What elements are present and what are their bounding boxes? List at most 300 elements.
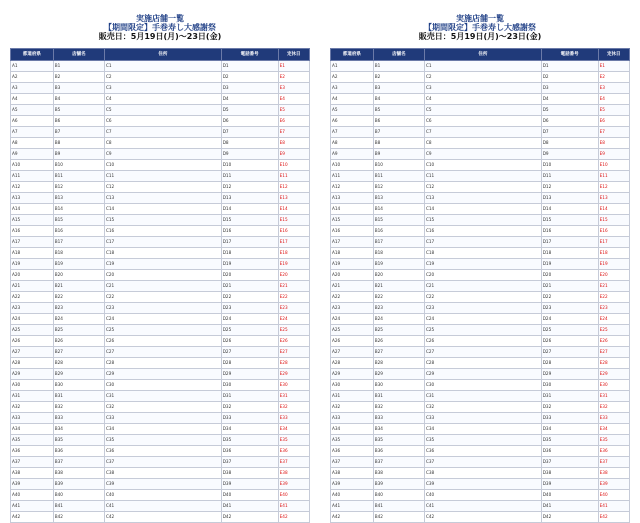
right-subtitle: 【期間限定】手巻寿し大感謝祭 xyxy=(424,23,536,33)
cell-pref: A22 xyxy=(11,291,54,302)
cell-phone: D16 xyxy=(541,225,598,236)
cell-phone: D17 xyxy=(541,236,598,247)
cell-phone: D18 xyxy=(541,247,598,258)
cell-pref: A11 xyxy=(331,170,374,181)
table-row xyxy=(331,82,630,93)
cell-store: B1 xyxy=(373,60,424,71)
cell-phone: D24 xyxy=(221,313,278,324)
cell-phone: D35 xyxy=(541,434,598,445)
cell-phone: D1 xyxy=(541,60,598,71)
right-table-header-row xyxy=(331,48,630,60)
cell-closed: E22 xyxy=(278,291,309,302)
cell-phone: D28 xyxy=(541,357,598,368)
table-row xyxy=(331,104,630,115)
table-row xyxy=(331,269,630,280)
cell-closed: E13 xyxy=(598,192,629,203)
cell-phone: D4 xyxy=(541,93,598,104)
cell-address: C6 xyxy=(104,115,221,126)
cell-pref: A31 xyxy=(11,390,54,401)
cell-closed: E38 xyxy=(278,467,309,478)
cell-pref: A14 xyxy=(331,203,374,214)
cell-pref: A8 xyxy=(11,137,54,148)
cell-store: B39 xyxy=(373,478,424,489)
cell-phone: D19 xyxy=(221,258,278,269)
cell-store: B25 xyxy=(373,324,424,335)
cell-pref: A1 xyxy=(11,60,54,71)
cell-address: C11 xyxy=(104,170,221,181)
cell-closed: E8 xyxy=(278,137,309,148)
table-row xyxy=(11,236,310,247)
cell-closed: E25 xyxy=(598,324,629,335)
cell-closed: E33 xyxy=(598,412,629,423)
cell-phone: D26 xyxy=(221,335,278,346)
cell-store: B29 xyxy=(53,368,104,379)
cell-pref: A33 xyxy=(11,412,54,423)
cell-pref: A13 xyxy=(331,192,374,203)
table-row xyxy=(331,181,630,192)
cell-store: B31 xyxy=(53,390,104,401)
cell-closed: E30 xyxy=(278,379,309,390)
cell-pref: A20 xyxy=(331,269,374,280)
table-row xyxy=(11,104,310,115)
cell-phone: D41 xyxy=(221,500,278,511)
cell-closed: E10 xyxy=(278,159,309,170)
table-row xyxy=(11,148,310,159)
table-row xyxy=(331,214,630,225)
cell-closed: E26 xyxy=(598,335,629,346)
table-row xyxy=(11,93,310,104)
table-row xyxy=(331,60,630,71)
cell-pref: A19 xyxy=(11,258,54,269)
left-sale-dates: 販売日：5月19日(月)〜23日(金) xyxy=(98,32,222,42)
cell-store: B21 xyxy=(53,280,104,291)
cell-store: B19 xyxy=(373,258,424,269)
table-row xyxy=(331,423,630,434)
table-row xyxy=(331,192,630,203)
cell-closed: E22 xyxy=(598,291,629,302)
table-row xyxy=(11,71,310,82)
cell-closed: E20 xyxy=(278,269,309,280)
cell-closed: E42 xyxy=(278,511,309,522)
cell-store: B4 xyxy=(53,93,104,104)
cell-pref: A36 xyxy=(11,445,54,456)
cell-store: B7 xyxy=(373,126,424,137)
cell-closed: E26 xyxy=(278,335,309,346)
cell-phone: D36 xyxy=(541,445,598,456)
left-col-pref: 都道府県 xyxy=(11,48,54,60)
cell-address: C34 xyxy=(424,423,541,434)
cell-pref: A42 xyxy=(11,511,54,522)
cell-address: C41 xyxy=(104,500,221,511)
cell-address: C23 xyxy=(104,302,221,313)
cell-pref: A8 xyxy=(331,137,374,148)
cell-address: C19 xyxy=(104,258,221,269)
cell-closed: E40 xyxy=(598,489,629,500)
cell-address: C1 xyxy=(424,60,541,71)
table-row xyxy=(331,159,630,170)
cell-address: C1 xyxy=(104,60,221,71)
cell-address: C12 xyxy=(424,181,541,192)
cell-store: B11 xyxy=(373,170,424,181)
cell-store: B2 xyxy=(53,71,104,82)
table-row xyxy=(11,511,310,522)
cell-store: B25 xyxy=(53,324,104,335)
cell-store: B40 xyxy=(53,489,104,500)
cell-address: C8 xyxy=(104,137,221,148)
cell-phone: D6 xyxy=(221,115,278,126)
cell-address: C22 xyxy=(104,291,221,302)
cell-store: B40 xyxy=(373,489,424,500)
cell-closed: E5 xyxy=(598,104,629,115)
cell-closed: E8 xyxy=(598,137,629,148)
table-row xyxy=(11,489,310,500)
cell-closed: E2 xyxy=(278,71,309,82)
cell-pref: A33 xyxy=(331,412,374,423)
cell-store: B13 xyxy=(53,192,104,203)
cell-store: B1 xyxy=(53,60,104,71)
cell-address: C15 xyxy=(104,214,221,225)
left-table-body xyxy=(11,60,310,522)
cell-phone: D40 xyxy=(221,489,278,500)
cell-address: C14 xyxy=(424,203,541,214)
cell-phone: D31 xyxy=(221,390,278,401)
right-title: 実施店舗一覧 xyxy=(456,14,504,23)
cell-closed: E20 xyxy=(598,269,629,280)
cell-phone: D27 xyxy=(221,346,278,357)
cell-closed: E42 xyxy=(598,511,629,522)
cell-closed: E30 xyxy=(598,379,629,390)
cell-phone: D9 xyxy=(221,148,278,159)
right-col-phone: 電話番号 xyxy=(541,48,598,60)
table-row xyxy=(331,148,630,159)
table-row xyxy=(331,500,630,511)
table-row xyxy=(11,379,310,390)
table-row xyxy=(11,280,310,291)
cell-phone: D37 xyxy=(541,456,598,467)
cell-closed: E34 xyxy=(598,423,629,434)
cell-phone: D5 xyxy=(541,104,598,115)
cell-store: B23 xyxy=(373,302,424,313)
cell-store: B31 xyxy=(373,390,424,401)
cell-pref: A16 xyxy=(11,225,54,236)
cell-store: B23 xyxy=(53,302,104,313)
cell-address: C4 xyxy=(424,93,541,104)
cell-phone: D15 xyxy=(221,214,278,225)
cell-pref: A15 xyxy=(11,214,54,225)
cell-address: C16 xyxy=(424,225,541,236)
cell-pref: A17 xyxy=(331,236,374,247)
cell-address: C13 xyxy=(104,192,221,203)
cell-store: B24 xyxy=(373,313,424,324)
cell-phone: D26 xyxy=(541,335,598,346)
cell-pref: A27 xyxy=(11,346,54,357)
cell-store: B41 xyxy=(373,500,424,511)
cell-address: C22 xyxy=(424,291,541,302)
table-row xyxy=(331,236,630,247)
table-row xyxy=(11,126,310,137)
cell-closed: E18 xyxy=(278,247,309,258)
cell-phone: D32 xyxy=(541,401,598,412)
cell-store: B19 xyxy=(53,258,104,269)
table-row xyxy=(331,390,630,401)
left-table-header-row xyxy=(11,48,310,60)
cell-closed: E6 xyxy=(598,115,629,126)
cell-phone: D29 xyxy=(221,368,278,379)
table-row xyxy=(331,126,630,137)
table-row xyxy=(331,93,630,104)
cell-phone: D30 xyxy=(221,379,278,390)
cell-store: B12 xyxy=(53,181,104,192)
cell-closed: E3 xyxy=(598,82,629,93)
cell-store: B17 xyxy=(373,236,424,247)
cell-closed: E11 xyxy=(278,170,309,181)
table-row xyxy=(11,500,310,511)
cell-phone: D24 xyxy=(541,313,598,324)
cell-pref: A22 xyxy=(331,291,374,302)
cell-store: B38 xyxy=(53,467,104,478)
cell-closed: E1 xyxy=(278,60,309,71)
cell-pref: A35 xyxy=(331,434,374,445)
cell-address: C35 xyxy=(104,434,221,445)
cell-phone: D7 xyxy=(221,126,278,137)
cell-closed: E27 xyxy=(278,346,309,357)
table-row xyxy=(11,324,310,335)
cell-store: B9 xyxy=(53,148,104,159)
cell-store: B7 xyxy=(53,126,104,137)
cell-closed: E37 xyxy=(598,456,629,467)
cell-address: C39 xyxy=(104,478,221,489)
cell-store: B33 xyxy=(53,412,104,423)
cell-closed: E29 xyxy=(278,368,309,379)
cell-store: B26 xyxy=(53,335,104,346)
cell-address: C15 xyxy=(424,214,541,225)
cell-store: B26 xyxy=(373,335,424,346)
cell-pref: A16 xyxy=(331,225,374,236)
cell-address: C30 xyxy=(424,379,541,390)
cell-pref: A30 xyxy=(11,379,54,390)
table-row xyxy=(331,137,630,148)
cell-pref: A36 xyxy=(331,445,374,456)
right-store-table xyxy=(330,48,630,523)
cell-phone: D22 xyxy=(541,291,598,302)
cell-closed: E38 xyxy=(598,467,629,478)
table-row xyxy=(331,412,630,423)
cell-closed: E29 xyxy=(598,368,629,379)
cell-phone: D27 xyxy=(541,346,598,357)
cell-closed: E37 xyxy=(278,456,309,467)
cell-phone: D21 xyxy=(541,280,598,291)
cell-address: C18 xyxy=(104,247,221,258)
cell-phone: D11 xyxy=(221,170,278,181)
cell-closed: E10 xyxy=(598,159,629,170)
cell-phone: D3 xyxy=(541,82,598,93)
cell-store: B10 xyxy=(373,159,424,170)
table-row xyxy=(11,214,310,225)
cell-address: C19 xyxy=(424,258,541,269)
cell-address: C3 xyxy=(424,82,541,93)
cell-closed: E7 xyxy=(598,126,629,137)
cell-phone: D37 xyxy=(221,456,278,467)
right-col-closed: 定休日 xyxy=(598,48,629,60)
cell-closed: E36 xyxy=(278,445,309,456)
cell-store: B16 xyxy=(53,225,104,236)
cell-pref: A9 xyxy=(11,148,54,159)
cell-address: C16 xyxy=(104,225,221,236)
cell-address: C14 xyxy=(104,203,221,214)
cell-phone: D30 xyxy=(541,379,598,390)
left-col-phone: 電話番号 xyxy=(221,48,278,60)
cell-address: C31 xyxy=(104,390,221,401)
cell-store: B35 xyxy=(373,434,424,445)
cell-address: C38 xyxy=(104,467,221,478)
cell-phone: D2 xyxy=(221,71,278,82)
cell-closed: E35 xyxy=(598,434,629,445)
table-row xyxy=(11,313,310,324)
cell-closed: E15 xyxy=(598,214,629,225)
left-subtitle: 【期間限定】手巻寿し大感謝祭 xyxy=(104,23,216,33)
cell-pref: A20 xyxy=(11,269,54,280)
cell-phone: D14 xyxy=(221,203,278,214)
cell-store: B3 xyxy=(53,82,104,93)
cell-store: B17 xyxy=(53,236,104,247)
cell-closed: E3 xyxy=(278,82,309,93)
table-row xyxy=(331,467,630,478)
table-row xyxy=(331,379,630,390)
cell-store: B22 xyxy=(53,291,104,302)
cell-pref: A3 xyxy=(331,82,374,93)
cell-store: B33 xyxy=(373,412,424,423)
cell-phone: D13 xyxy=(541,192,598,203)
cell-pref: A24 xyxy=(331,313,374,324)
cell-closed: E7 xyxy=(278,126,309,137)
cell-closed: E36 xyxy=(598,445,629,456)
table-row xyxy=(11,346,310,357)
cell-phone: D42 xyxy=(541,511,598,522)
cell-closed: E9 xyxy=(598,148,629,159)
cell-store: B13 xyxy=(373,192,424,203)
table-row xyxy=(331,368,630,379)
cell-pref: A40 xyxy=(331,489,374,500)
cell-phone: D11 xyxy=(541,170,598,181)
table-row xyxy=(331,445,630,456)
cell-phone: D19 xyxy=(541,258,598,269)
table-row xyxy=(11,335,310,346)
cell-pref: A15 xyxy=(331,214,374,225)
cell-closed: E41 xyxy=(278,500,309,511)
cell-store: B36 xyxy=(373,445,424,456)
cell-pref: A28 xyxy=(331,357,374,368)
cell-pref: A32 xyxy=(331,401,374,412)
table-row xyxy=(331,401,630,412)
cell-store: B28 xyxy=(373,357,424,368)
cell-closed: E5 xyxy=(278,104,309,115)
table-row xyxy=(11,269,310,280)
cell-pref: A18 xyxy=(11,247,54,258)
cell-phone: D34 xyxy=(541,423,598,434)
cell-closed: E34 xyxy=(278,423,309,434)
cell-phone: D38 xyxy=(221,467,278,478)
cell-pref: A3 xyxy=(11,82,54,93)
cell-address: C27 xyxy=(424,346,541,357)
table-row xyxy=(11,159,310,170)
cell-address: C12 xyxy=(104,181,221,192)
cell-address: C2 xyxy=(104,71,221,82)
cell-pref: A25 xyxy=(11,324,54,335)
cell-store: B27 xyxy=(53,346,104,357)
cell-closed: E19 xyxy=(278,258,309,269)
cell-pref: A40 xyxy=(11,489,54,500)
table-row xyxy=(11,247,310,258)
cell-store: B14 xyxy=(53,203,104,214)
cell-closed: E21 xyxy=(598,280,629,291)
cell-closed: E32 xyxy=(278,401,309,412)
table-row xyxy=(331,357,630,368)
cell-store: B32 xyxy=(53,401,104,412)
cell-address: C35 xyxy=(424,434,541,445)
cell-store: B18 xyxy=(53,247,104,258)
cell-phone: D20 xyxy=(221,269,278,280)
cell-phone: D23 xyxy=(221,302,278,313)
table-row xyxy=(11,423,310,434)
cell-closed: E14 xyxy=(598,203,629,214)
table-row xyxy=(11,291,310,302)
cell-pref: A21 xyxy=(331,280,374,291)
cell-closed: E32 xyxy=(598,401,629,412)
cell-store: B37 xyxy=(373,456,424,467)
cell-closed: E41 xyxy=(598,500,629,511)
cell-closed: E9 xyxy=(278,148,309,159)
cell-phone: D4 xyxy=(221,93,278,104)
table-row xyxy=(11,82,310,93)
table-row xyxy=(331,302,630,313)
cell-address: C28 xyxy=(424,357,541,368)
cell-store: B10 xyxy=(53,159,104,170)
cell-address: C24 xyxy=(424,313,541,324)
table-row xyxy=(331,280,630,291)
cell-address: C4 xyxy=(104,93,221,104)
cell-store: B8 xyxy=(373,137,424,148)
cell-address: C37 xyxy=(104,456,221,467)
cell-address: C24 xyxy=(104,313,221,324)
cell-store: B16 xyxy=(373,225,424,236)
cell-pref: A27 xyxy=(331,346,374,357)
cell-closed: E40 xyxy=(278,489,309,500)
cell-phone: D22 xyxy=(221,291,278,302)
cell-store: B41 xyxy=(53,500,104,511)
cell-pref: A41 xyxy=(331,500,374,511)
table-row xyxy=(11,225,310,236)
cell-pref: A26 xyxy=(331,335,374,346)
cell-pref: A39 xyxy=(331,478,374,489)
cell-closed: E15 xyxy=(278,214,309,225)
cell-pref: A35 xyxy=(11,434,54,445)
cell-pref: A23 xyxy=(11,302,54,313)
cell-phone: D10 xyxy=(541,159,598,170)
cell-pref: A42 xyxy=(331,511,374,522)
cell-address: C5 xyxy=(424,104,541,115)
cell-closed: E21 xyxy=(278,280,309,291)
cell-store: B15 xyxy=(373,214,424,225)
cell-pref: A5 xyxy=(11,104,54,115)
cell-store: B8 xyxy=(53,137,104,148)
cell-closed: E11 xyxy=(598,170,629,181)
left-store-table xyxy=(10,48,310,523)
cell-closed: E39 xyxy=(598,478,629,489)
cell-store: B34 xyxy=(53,423,104,434)
cell-address: C23 xyxy=(424,302,541,313)
cell-store: B20 xyxy=(53,269,104,280)
cell-pref: A28 xyxy=(11,357,54,368)
